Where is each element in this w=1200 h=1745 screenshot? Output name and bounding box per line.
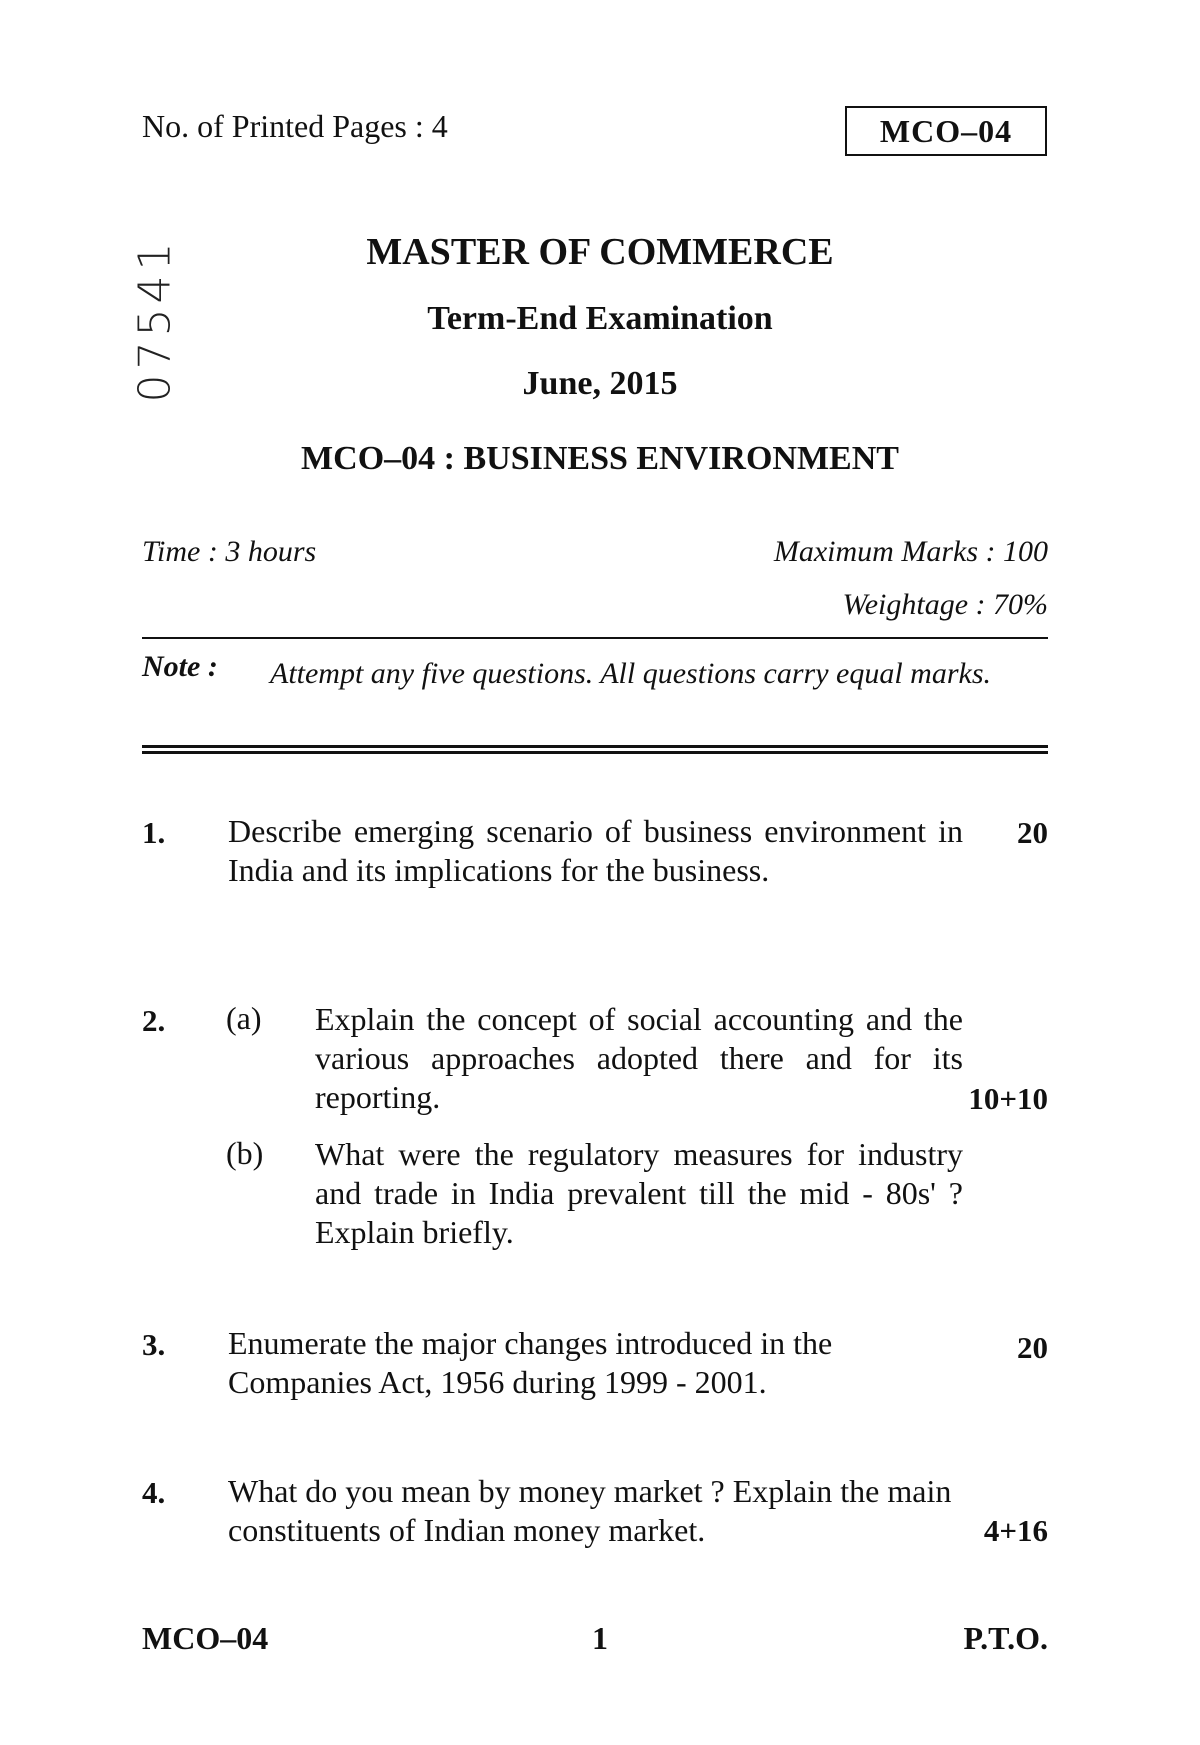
question-2-number: 2. [142, 1003, 166, 1038]
question-4-number: 4. [142, 1475, 166, 1510]
question-3-text: Enumerate the major changes introduced in the Companies Act, 1956 during 1999 - 2001. [228, 1325, 833, 1400]
question-1-marks: 20 [1017, 815, 1048, 850]
exam-time: Time : 3 hours [142, 535, 317, 568]
page-number: 1 [592, 1620, 608, 1656]
question-2-marks: 10+10 [968, 1081, 1048, 1116]
question-2a-label: (a) [226, 1000, 262, 1036]
printed-pages-count: No. of Printed Pages : 4 [142, 108, 448, 144]
note-text: Attempt any five questions. All questions carry equal marks. [270, 657, 992, 690]
maximum-marks: Maximum Marks : 100 [773, 535, 1048, 568]
paper-code-box: MCO–04 [845, 106, 1047, 156]
please-turn-over: P.T.O. [963, 1620, 1048, 1656]
question-2a-text: Explain the concept of social accounting and the various approaches adopted there and for its reporting. [315, 1001, 963, 1115]
double-rule-top [142, 745, 1048, 748]
serial-number-text: 07541 [129, 237, 181, 403]
question-1-text: Describe emerging scenario of business environment in India and its implications for the business. [228, 813, 963, 888]
note-label: Note : [142, 650, 218, 683]
question-3-number: 3. [142, 1327, 166, 1362]
question-2b-label: (b) [226, 1135, 264, 1171]
question-3-marks: 20 [1017, 1330, 1048, 1365]
double-rule-bottom [142, 751, 1048, 754]
course-title: MCO–04 : BUSINESS ENVIRONMENT [301, 440, 899, 477]
weightage: Weightage : 70% [842, 588, 1048, 621]
question-1-number: 1. [142, 815, 166, 850]
programme-title: MASTER OF COMMERCE [366, 231, 834, 273]
divider-line [142, 637, 1048, 639]
footer-paper-code: MCO–04 [142, 1620, 269, 1656]
exam-session: June, 2015 [522, 365, 678, 402]
question-4-text: What do you mean by money market ? Explain the main constituents of Indian money market. [228, 1473, 952, 1548]
question-4-marks: 4+16 [983, 1513, 1048, 1548]
question-2b-text: What were the regulatory measures for industry and trade in India prevalent till the mid - 80s' ? Explain briefly. [315, 1136, 963, 1250]
exam-title: Term-End Examination [427, 300, 773, 337]
